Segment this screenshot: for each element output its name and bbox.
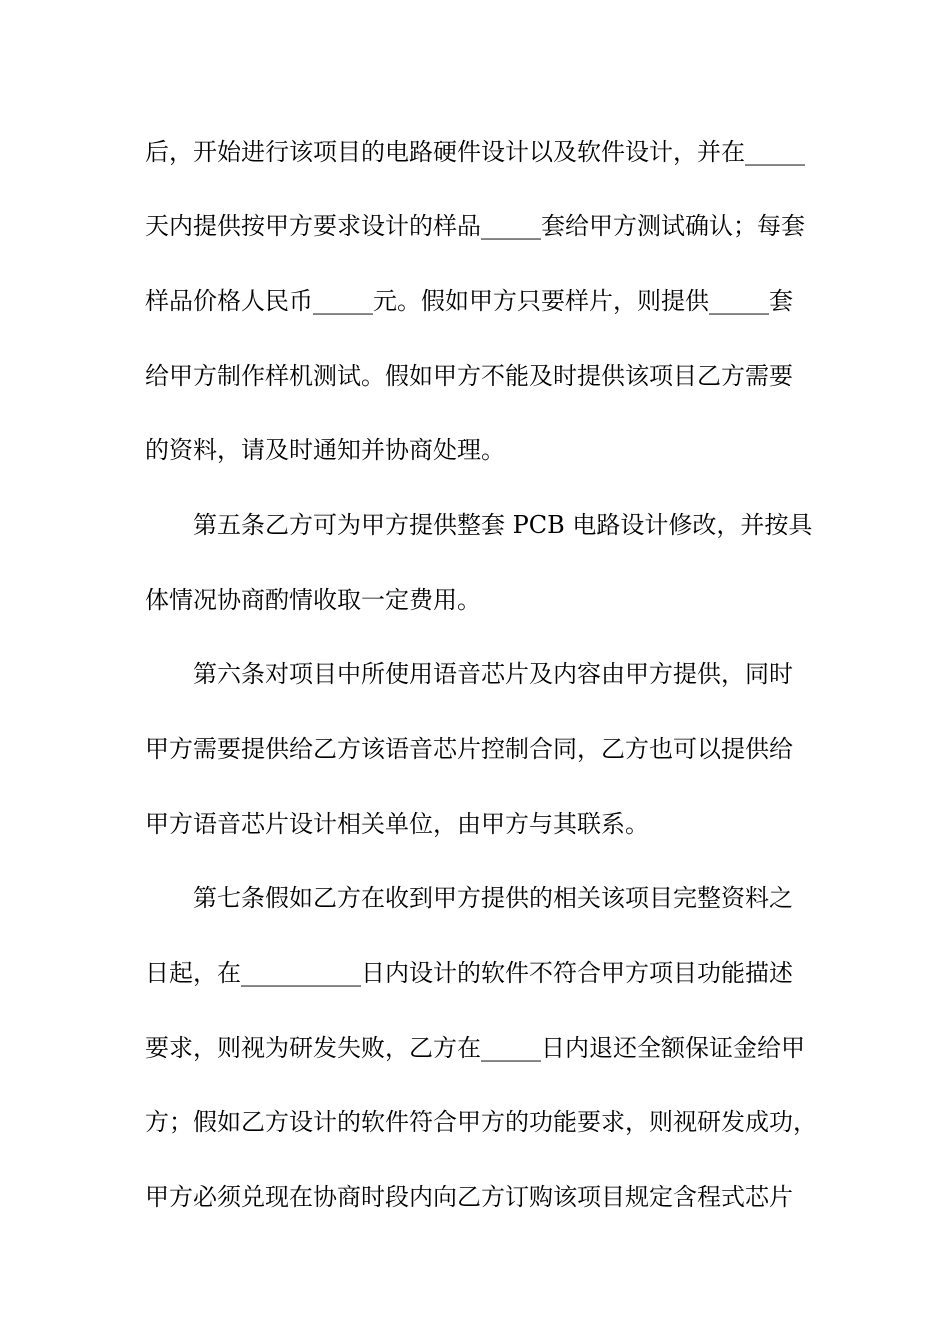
paragraph-line: 天内提供按甲方要求设计的样品_____套给甲方测试确认；每套: [145, 212, 805, 240]
paragraph-line: 甲方语音芯片设计相关单位，由甲方与其联系。: [145, 810, 649, 838]
article-6-line: 第六条对项目中所使用语音芯片及内容由甲方提供，同时: [193, 660, 793, 688]
paragraph-line: 日起，在__________日内设计的软件不符合甲方项目功能描述: [145, 959, 793, 987]
paragraph-line: 甲方必须兑现在协商时段内向乙方订购该项目规定含程式芯片: [145, 1183, 793, 1211]
paragraph-line: 方；假如乙方设计的软件符合甲方的功能要求，则视研发成功，: [145, 1108, 817, 1136]
paragraph-line: 的资料，请及时通知并协商处理。: [145, 436, 505, 464]
article-5-line: 第五条乙方可为甲方提供整套 PCB 电路设计修改，并按具: [193, 511, 813, 539]
paragraph-line: 要求，则视为研发失败，乙方在_____日内退还全额保证金给甲: [145, 1034, 805, 1062]
article-7-line: 第七条假如乙方在收到甲方提供的相关该项目完整资料之: [193, 884, 793, 912]
paragraph-line: 样品价格人民币_____元。假如甲方只要样片，则提供_____套: [145, 287, 793, 315]
paragraph-line: 给甲方制作样机测试。假如甲方不能及时提供该项目乙方需要: [145, 362, 793, 390]
paragraph-line: 后，开始进行该项目的电路硬件设计以及软件设计，并在_____: [145, 138, 805, 166]
paragraph-line: 甲方需要提供给乙方该语音芯片控制合同，乙方也可以提供给: [145, 735, 793, 763]
paragraph-line: 体情况协商酌情收取一定费用。: [145, 586, 481, 614]
